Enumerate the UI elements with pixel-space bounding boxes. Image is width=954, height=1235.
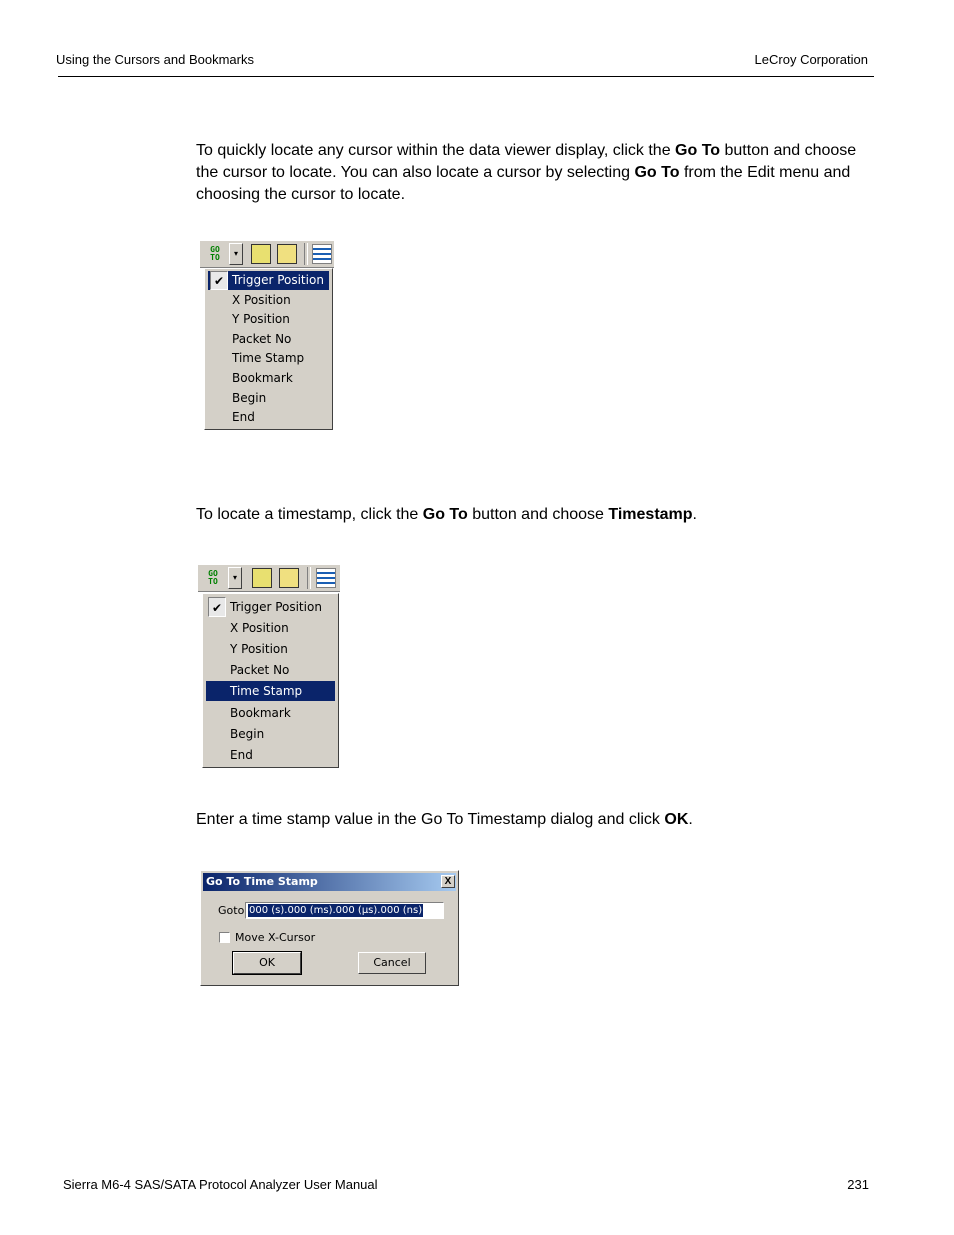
goto-label: Goto bbox=[218, 904, 245, 917]
text: . bbox=[688, 811, 693, 828]
goto-menu-screenshot-2 bbox=[198, 564, 340, 769]
menu-item-begin[interactable] bbox=[206, 724, 335, 744]
menu-item-label: X Position bbox=[232, 292, 291, 307]
bold-text: Go To bbox=[634, 164, 680, 181]
view-grid-icon[interactable] bbox=[316, 568, 336, 588]
menu-item-trigger-position[interactable] bbox=[206, 597, 335, 617]
bold-text: OK bbox=[664, 811, 689, 828]
text: To locate a timestamp, click the bbox=[196, 506, 423, 523]
menu-item-begin[interactable] bbox=[208, 389, 329, 408]
menu-item-bookmark[interactable] bbox=[208, 369, 329, 388]
text: To quickly locate any cursor within the data viewer display, click the bbox=[196, 142, 676, 159]
goto-button[interactable]: GO TO bbox=[204, 243, 226, 265]
dialog-title: Go To Time Stamp bbox=[203, 873, 456, 891]
move-x-cursor-label: Move X-Cursor bbox=[235, 931, 316, 944]
menu-item-time-stamp[interactable] bbox=[208, 349, 329, 368]
menu-item-label: Time Stamp bbox=[230, 684, 303, 699]
bookmark-icon[interactable] bbox=[252, 568, 272, 588]
ok-button[interactable]: OK bbox=[233, 952, 301, 974]
menu-item-label: Bookmark bbox=[232, 371, 293, 385]
menu-item-packet-no[interactable] bbox=[208, 330, 329, 349]
menu-item-bookmark[interactable] bbox=[206, 703, 335, 723]
cancel-button[interactable]: Cancel bbox=[358, 952, 426, 974]
goto-button[interactable]: GO TO bbox=[202, 567, 224, 589]
menu-item-y-position[interactable] bbox=[206, 639, 335, 659]
text: Enter a time stamp value in the Go To Timestamp dialog and click bbox=[196, 811, 665, 828]
header-rule bbox=[58, 76, 874, 77]
running-header-company: LeCroy Corporation bbox=[754, 52, 868, 67]
text: button and choose bbox=[467, 506, 609, 523]
menu-item-label: Y Position bbox=[232, 312, 290, 327]
menu-item-x-position[interactable] bbox=[208, 291, 329, 310]
bold-text: Timestamp bbox=[608, 506, 693, 523]
paragraph-enter-timestamp bbox=[196, 809, 876, 831]
goto-timestamp-dialog bbox=[200, 870, 459, 986]
menu-item-label: Packet No bbox=[230, 663, 290, 678]
goto-dropdown-arrow[interactable]: ▾ bbox=[228, 567, 242, 589]
goto-menu bbox=[204, 268, 333, 430]
timestamp-input-value: 000 (s).000 (ms).000 (µs).000 (ns) bbox=[249, 905, 423, 916]
menu-item-end[interactable] bbox=[208, 408, 329, 427]
menu-item-label: Time Stamp bbox=[232, 351, 305, 366]
menu-item-label: Packet No bbox=[232, 331, 292, 346]
bookmark-icon[interactable] bbox=[251, 244, 271, 264]
text: from the Edit menu and choosing the cursor to locate. bbox=[196, 164, 851, 203]
menu-item-label: Y Position bbox=[230, 642, 288, 657]
paragraph-locate-cursor bbox=[196, 140, 876, 206]
checkmark-icon: ✔ bbox=[208, 597, 226, 617]
menu-item-x-position[interactable] bbox=[206, 618, 335, 638]
menu-item-label: Bookmark bbox=[230, 705, 291, 720]
text: button and choose the cursor to locate. You can also locate a cursor by selecting bbox=[196, 142, 857, 181]
text: . bbox=[692, 506, 697, 523]
menu-item-label: Trigger Position bbox=[230, 600, 322, 614]
bookmark-edit-icon[interactable] bbox=[279, 568, 299, 588]
menu-item-label: Begin bbox=[232, 390, 267, 405]
page-number: 231 bbox=[847, 1177, 869, 1192]
bookmark-edit-icon[interactable] bbox=[277, 244, 297, 264]
menu-item-end[interactable] bbox=[206, 745, 335, 765]
toolbar bbox=[200, 240, 334, 268]
menu-item-label: X Position bbox=[230, 621, 289, 636]
menu-item-label: Trigger Position bbox=[232, 273, 324, 287]
checkmark-icon: ✔ bbox=[210, 271, 228, 290]
toolbar-separator bbox=[304, 243, 308, 265]
move-x-cursor-checkbox[interactable] bbox=[219, 932, 230, 943]
close-icon[interactable]: X bbox=[441, 875, 455, 888]
goto-menu-screenshot-1 bbox=[200, 240, 334, 432]
menu-item-label: End bbox=[232, 410, 255, 425]
menu-item-label: Begin bbox=[230, 726, 265, 741]
footer-manual-title: Sierra M6-4 SAS/SATA Protocol Analyzer User Manual bbox=[63, 1177, 378, 1192]
menu-item-packet-no[interactable] bbox=[206, 660, 335, 680]
menu-item-time-stamp[interactable] bbox=[206, 681, 335, 701]
goto-dropdown-arrow[interactable]: ▾ bbox=[229, 243, 243, 265]
bold-text: Go To bbox=[422, 506, 468, 523]
toolbar bbox=[198, 564, 340, 592]
menu-item-trigger-position[interactable] bbox=[208, 271, 329, 290]
view-grid-icon[interactable] bbox=[312, 244, 332, 264]
bold-text: Go To bbox=[675, 142, 721, 159]
paragraph-locate-timestamp bbox=[196, 504, 876, 526]
goto-menu bbox=[202, 593, 339, 768]
running-header-section: Using the Cursors and Bookmarks bbox=[56, 52, 254, 67]
menu-item-y-position[interactable] bbox=[208, 310, 329, 329]
toolbar-separator bbox=[307, 567, 311, 589]
menu-item-label: End bbox=[230, 747, 253, 762]
timestamp-input[interactable] bbox=[245, 902, 444, 919]
